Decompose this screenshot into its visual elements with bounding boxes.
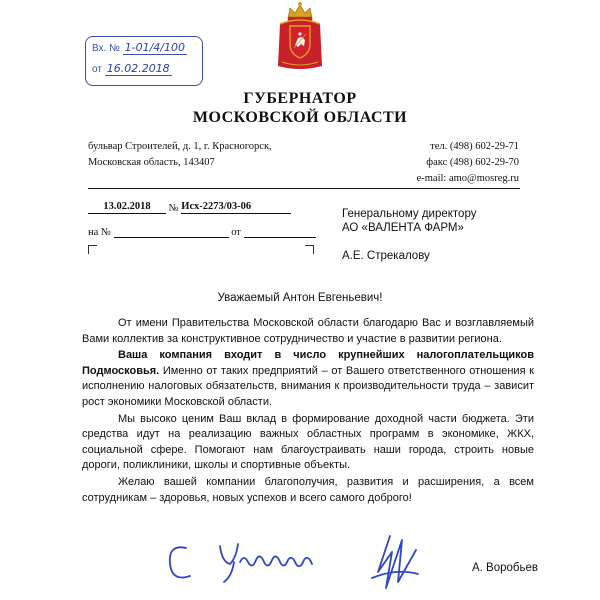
- handwritten-signature: [160, 532, 420, 594]
- contact-email: e-mail: amo@mosreg.ru: [416, 173, 519, 184]
- stamp-incoming-number: 1-01/4/100: [124, 41, 185, 54]
- outgoing-number-sign: №: [168, 203, 179, 214]
- corner-bracket-left: [88, 245, 97, 254]
- stamp-incoming-prefix: Вх. №: [92, 43, 120, 54]
- body-paragraph-3: Мы высоко ценим Ваш вклад в формирование доходной части бюджета. Эти средства идут на реализацию важных областных программ в экономике, ЖКХ, социальной сфере. Помогают нам благоустраивать наши города, строить новые дороги, поликлиники, школы и спортивные объекты.: [82, 412, 534, 472]
- reference-from-label: от: [231, 227, 241, 238]
- incoming-registration-stamp: [85, 36, 203, 86]
- outgoing-registration: [88, 201, 291, 214]
- body-paragraph-2: [82, 348, 534, 410]
- stamp-date-prefix: от: [92, 64, 102, 75]
- contact-fax: факс (498) 602-29-70: [426, 157, 519, 168]
- letter-body: [82, 316, 534, 506]
- reference-registration: [88, 225, 316, 238]
- coat-of-arms-emblem: [276, 0, 324, 74]
- address-line2: Московская область, 143407: [88, 157, 215, 168]
- body-paragraph-2-bold: Ваша компания входит в число крупнейших налогоплательщиков Подмосковья.: [82, 349, 534, 377]
- recipient-name: А.Е. Стрекалову: [342, 250, 430, 262]
- signatory-name: А. Воробьев: [472, 562, 539, 574]
- sender-address: [88, 139, 272, 171]
- contact-tel: тел. (498) 602-29-71: [430, 141, 519, 152]
- outgoing-number: Исх-2273/03-06: [181, 201, 252, 212]
- body-paragraph-2-rest: Именно от таких предприятий – от Вашего ответственного отношения к исполнению налоговых обязательств, внимания к производительности труда – зависит рост экономики Московской области.: [82, 364, 534, 408]
- body-paragraph-4: Желаю вашей компании благополучия, развития и расширения, а всем сотрудникам – здоровья, новых успехов и всего самого доброго!: [82, 475, 534, 504]
- header-title-line2: МОСКОВСКОЙ ОБЛАСТИ: [192, 109, 408, 126]
- stamp-date-value: 16.02.2018: [106, 62, 170, 75]
- header-title-line1: ГУБЕРНАТОР: [243, 90, 357, 107]
- greeting: Уважаемый Антон Евгеньевич!: [217, 292, 383, 304]
- recipient-company: АО «ВАЛЕНТА ФАРМ»: [342, 222, 464, 234]
- header-divider: [88, 188, 520, 189]
- body-paragraph-1: От имени Правительства Московской области благодарю Вас и возглавляемый Вами коллектив за конструктивное сотрудничество и участие в развитии региона.: [82, 317, 534, 345]
- sender-contacts: [417, 139, 519, 187]
- address-line1: бульвар Строителей, д. 1, г. Красногорск,: [88, 141, 272, 152]
- recipient-position: Генеральному директору: [342, 208, 477, 220]
- corner-bracket-right: [305, 245, 314, 254]
- outgoing-date: 13.02.2018: [103, 201, 151, 212]
- reference-label: на №: [88, 227, 111, 238]
